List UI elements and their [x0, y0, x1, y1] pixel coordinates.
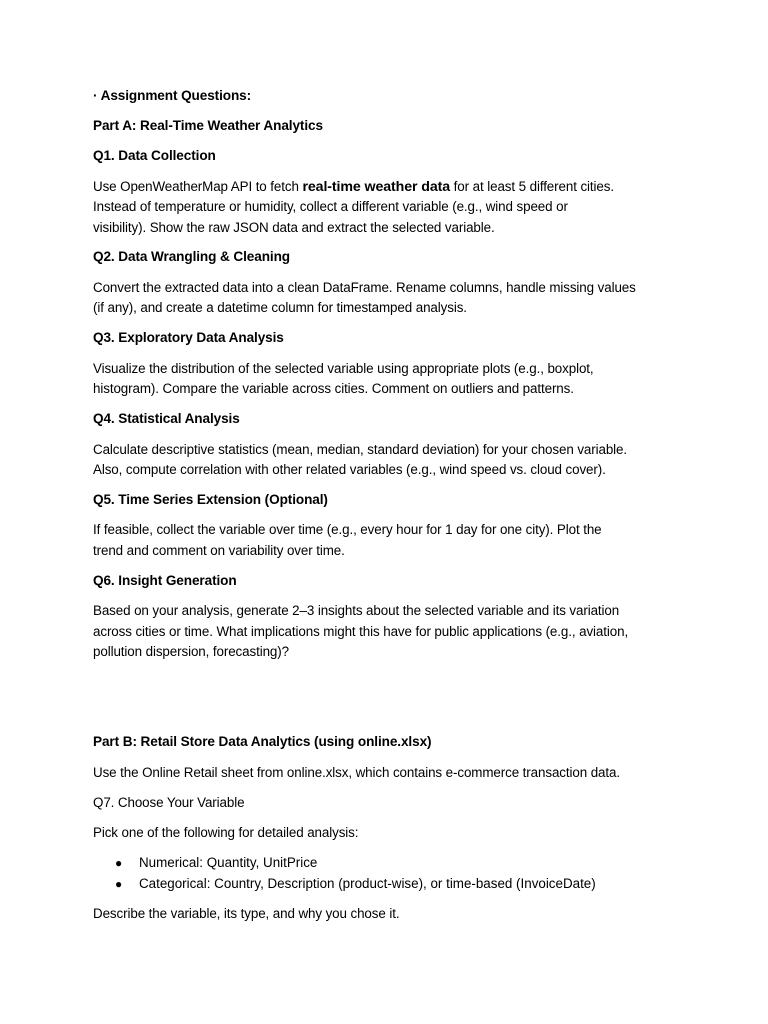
list-item: Numerical: Quantity, UnitPrice — [139, 855, 318, 870]
list-item: Categorical: Country, Description (product-wise), or time-based (InvoiceDate) — [139, 876, 596, 891]
q5-paragraph-line-1: If feasible, collect the variable over time (e.g., every hour for 1 day for one city). Plot the — [93, 522, 602, 537]
q1-text-pre: Use OpenWeatherMap API to fetch — [93, 179, 303, 194]
q2-paragraph-line-2: (if any), and create a datetime column for timestamped analysis. — [93, 300, 467, 315]
q3-paragraph-line-2: histogram). Compare the variable across cities. Comment on outliers and patterns. — [93, 381, 574, 396]
bullet-dot-icon: ● — [115, 856, 123, 870]
q7-title: Q7. Choose Your Variable — [93, 795, 245, 810]
q1-title: Q1. Data Collection — [93, 148, 216, 163]
q5-title: Q5. Time Series Extension (Optional) — [93, 492, 328, 507]
q7-closing: Describe the variable, its type, and why you chose it. — [93, 906, 400, 921]
q1-text-bold: real-time weather data — [302, 179, 451, 195]
q1-paragraph-line-1 — [93, 177, 614, 197]
q2-paragraph-line-1: Convert the extracted data into a clean DataFrame. Rename columns, handle missing values — [93, 280, 636, 295]
q1-text-post: for at least 5 different cities. — [450, 179, 614, 194]
q6-paragraph-line-2: across cities or time. What implications might this have for public applications (e.g., aviation, — [93, 624, 629, 639]
q3-paragraph-line-1: Visualize the distribution of the selected variable using appropriate plots (e.g., boxplot, — [93, 361, 594, 376]
q1-paragraph-line-3: visibility). Show the raw JSON data and extract the selected variable. — [93, 220, 495, 235]
q1-paragraph-line-2: Instead of temperature or humidity, collect a different variable (e.g., wind speed or — [93, 199, 568, 214]
q2-title: Q2. Data Wrangling & Cleaning — [93, 249, 291, 264]
part-a-title: Part A: Real-Time Weather Analytics — [93, 118, 323, 133]
q6-title: Q6. Insight Generation — [93, 573, 237, 588]
assignment-questions-heading: · Assignment Questions: — [93, 88, 252, 103]
q4-paragraph-line-1: Calculate descriptive statistics (mean, median, standard deviation) for your chosen variable. — [93, 442, 628, 457]
q6-paragraph-line-1: Based on your analysis, generate 2–3 insights about the selected variable and its variation — [93, 603, 620, 618]
bullet-dot-icon: ● — [115, 877, 123, 891]
part-b-intro: Use the Online Retail sheet from online.xlsx, which contains e-commerce transaction data. — [93, 765, 620, 780]
part-b-title: Part B: Retail Store Data Analytics (using online.xlsx) — [93, 734, 432, 749]
q7-prompt: Pick one of the following for detailed analysis: — [93, 825, 359, 840]
q6-paragraph-line-3: pollution dispersion, forecasting)? — [93, 644, 289, 659]
q3-title: Q3. Exploratory Data Analysis — [93, 330, 284, 345]
q4-title: Q4. Statistical Analysis — [93, 411, 240, 426]
q4-paragraph-line-2: Also, compute correlation with other related variables (e.g., wind speed vs. cloud cover). — [93, 462, 606, 477]
q5-paragraph-line-2: trend and comment on variability over time. — [93, 543, 345, 558]
